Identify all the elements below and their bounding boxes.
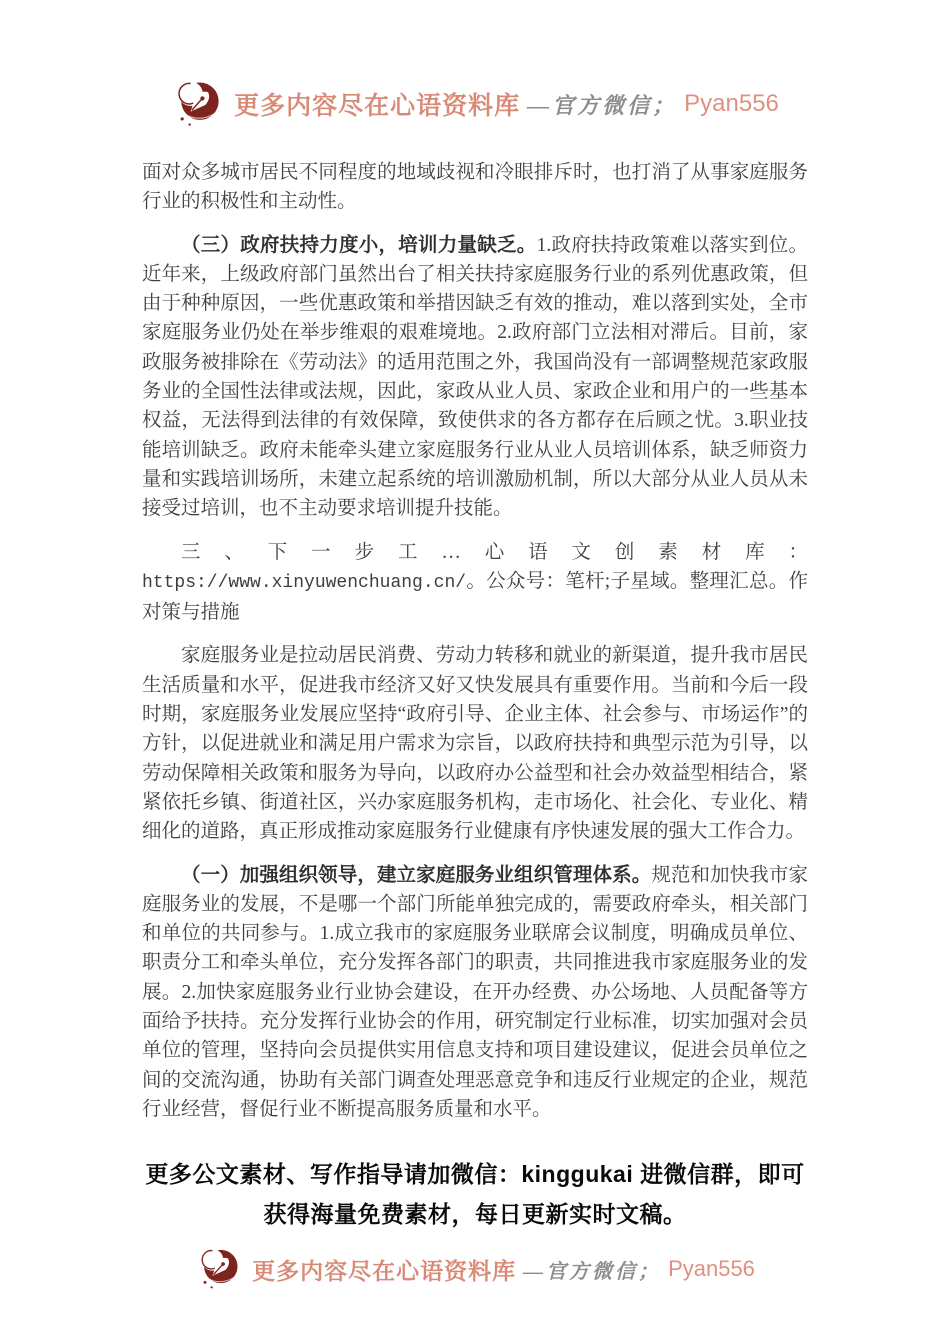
- footer-separator-text: —官方微信；: [523, 1260, 662, 1283]
- paragraph-text: 1.政府扶持政策难以落实到位。近年来，上级政府部门虽然出台了相关扶持家庭服务行业的系列优惠政策，但由于种种原因，一些优惠政策和举措因缺乏有效的推动，难以落到实处，全市家庭服务业仍处在举步维艰的艰难境地。2.政府部门立法相对滞后。目前，家政服务被排除在《劳动法》的适用范围之外，我国尚没有一部调整规范家政服务业的全国性法律或法规，因此，家政从业人员、家政企业和用户的一些基本权益，无法得到法律的有效保障，致使供求的各方都存在后顾之忧。3.职业技能培训缺乏。政府未能牵头建立家庭服务行业从业人员培训体系，缺乏师资力量和实践培训场所，未建立起系统的培训激励机制，所以大部分从业人员从未接受过培训，也不主动要求培训提升技能。: [142, 234, 808, 520]
- paragraph-text: 。公众号：笔杆;子星域。整理汇总。作对策与措施: [142, 570, 808, 624]
- promo-line-1: 更多公文素材、写作指导请加微信：kinggukai 进微信群，即可: [145, 1161, 805, 1188]
- promo-line-2: 获得海量免费素材，每日更新实时文稿。: [263, 1201, 687, 1228]
- paragraph-section-1: [142, 861, 808, 1125]
- paragraph-next-steps: [142, 538, 808, 628]
- section-heading: （一）加强组织领导，建立家庭服务业组织管理体系。: [181, 864, 652, 886]
- footer-brand-text: 更多内容尽在心语资料库: [252, 1258, 517, 1284]
- section-heading: （三）政府扶持力度小，培训力量缺乏。: [181, 234, 537, 256]
- source-url-link[interactable]: https://www.xinyuwenchuang.cn/: [142, 572, 467, 593]
- header-brand-text: 更多内容尽在心语资料库: [234, 93, 521, 120]
- document-body: [142, 158, 808, 1124]
- paragraph-section-3: [142, 231, 808, 524]
- paragraph-text: 面对众多城市居民不同程度的地域歧视和冷眼排斥时，也打消了从事家庭服务行业的积极性和主动性。: [142, 162, 808, 213]
- header-wechat-id: Pyan556: [684, 90, 779, 117]
- pen-nib-logo-icon: [171, 76, 227, 132]
- pen-nib-logo-icon: [195, 1244, 245, 1294]
- paragraph-text: 家庭服务业是拉动居民消费、劳动力转移和就业的新渠道，提升我市居民生活质量和水平，促进我市经济又好又快发展具有重要作用。当前和今后一段时期，家庭服务业发展应坚持“政府引导、企业主体、社会参与、市场运作”的方针，以促进就业和满足用户需求为宗旨，以政府扶持和典型示范为引导，以劳动保障相关政策和服务为导向，以政府办公益型和社会办效益型相结合，紧紧依托乡镇、街道社区，兴办家庭服务机构，走市场化、社会化、专业化、精细化的道路，真正形成推动家庭服务行业健康有序快速发展的强大工作合力。: [142, 645, 808, 843]
- paragraph-continuation: [142, 158, 808, 217]
- paragraph-text: 三、下一步工…心语文创素材库：: [181, 541, 808, 563]
- paragraph-overview: [142, 641, 808, 846]
- promo-banner: [105, 1154, 845, 1234]
- header-separator-text: —官方微信；: [527, 92, 678, 118]
- header-brand-bar: [0, 76, 950, 132]
- paragraph-text: 规范和加快我市家庭服务业的发展，不是哪一个部门所能单独完成的，需要政府牵头，相关部门和单位的共同参与。1.成立我市的家庭服务业联席会议制度，明确成员单位、职责分工和牵头单位，充分发挥各部门的职责，共同推进我市家庭服务业的发展。2.加快家庭服务业行业协会建设，在开办经费、办公场地、人员配备等方面给予扶持。充分发挥行业协会的作用，研究制定行业标准，切实加强对会员单位的管理，坚持向会员提供实用信息支持和项目建设建议，促进会员单位之间的交流沟通，协助有关部门调查处理恶意竞争和违反行业规定的企业，规范行业经营，督促行业不断提高服务质量和水平。: [142, 864, 808, 1120]
- footer-brand-bar: [0, 1244, 950, 1294]
- footer-wechat-id: Pyan556: [668, 1256, 755, 1282]
